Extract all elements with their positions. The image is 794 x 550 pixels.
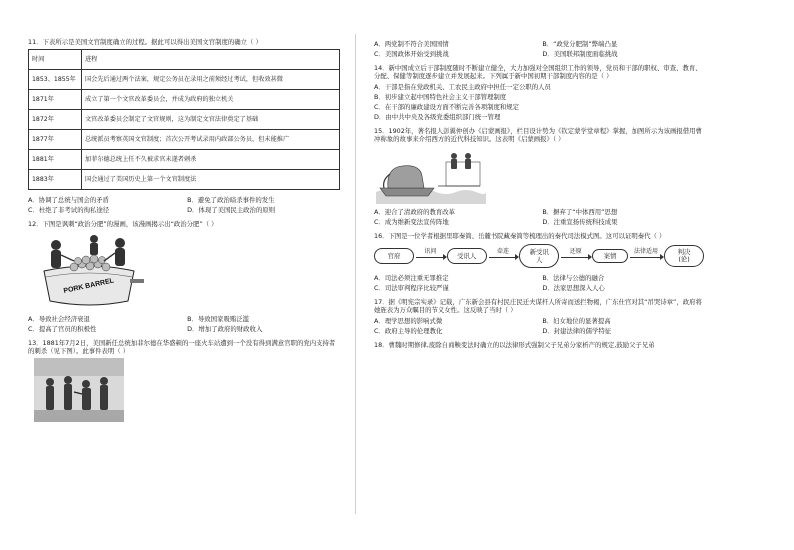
table-cell-progress: 成立了第一个文官改革委员会，并成为政府的独立机关: [82, 90, 340, 110]
flow-node-interrogated: 受讯人: [447, 248, 487, 264]
flow-node-case-facts: 案情: [592, 249, 628, 263]
q11-option-b[interactable]: B．避免了政治暗杀事件的发生: [187, 196, 275, 204]
pork-barrel-cartoon-image: [34, 231, 146, 311]
table-header-time: 时间: [29, 50, 82, 70]
q14-option-a[interactable]: A．干部是指在党政机关、工农民主政府中担任一定公职的人员: [374, 83, 551, 91]
q12-option-c[interactable]: C．提高了官员的积极性: [28, 325, 97, 333]
q11-option-c[interactable]: C．杜绝了非考试的徇私途径: [28, 206, 110, 214]
q14-option-b[interactable]: B．初步建立起中国特色社会主义干部管理制度: [374, 93, 507, 101]
flow-arrow-implicate: [487, 250, 520, 262]
q14-option-c[interactable]: C．在干部的廉政建设方面不断完善各项制度和规定: [374, 103, 520, 111]
table-header-progress: 进程: [82, 50, 340, 70]
table-cell-progress: 国会先后通过两个法案，规定公务员在录用之前须经过考试，但收效甚微: [82, 70, 340, 90]
table-cell-progress: 总统派员考察英国文官制度；首次公开考试录用内政部公务员，但未能推广: [82, 130, 340, 150]
flow-arrow-restore: [559, 250, 592, 262]
q12-options-row-1: [28, 315, 340, 323]
q15-option-a[interactable]: A．迎合了清政府的教育改革: [374, 208, 456, 216]
flow-arrow-label: 法律适用: [634, 248, 659, 255]
garfield-assassination-image: [34, 358, 124, 422]
flow-arrow-apply-law: [628, 250, 664, 262]
q17-options-row-2: [374, 327, 704, 335]
q11-options-row-2: [28, 206, 340, 214]
table-row: [29, 170, 340, 190]
table-cell-progress: 国会通过了美国历史上第一个文官制度法: [82, 170, 340, 190]
q14-option-d[interactable]: D．由中共中央及各级党委组织部门统一管理: [374, 113, 501, 121]
flow-arrow-label: 还原: [569, 248, 582, 255]
q16-option-c[interactable]: C．司法审判程序比较严谨: [374, 284, 449, 292]
q13-options-row-2: [374, 50, 704, 58]
flow-node-official: 官府: [374, 248, 414, 264]
q15-option-c[interactable]: C．成为维新变法宣传阵地: [374, 218, 449, 226]
table-row: [29, 110, 340, 130]
q16-options-row-1: [374, 274, 704, 282]
q11-option-a[interactable]: A．协调了总统与国会的矛盾: [28, 196, 110, 204]
q15-title: 15．1902年，著名报人彭翼仲创办《启蒙画报》，栏目设计势为《钦定蒙学堂章程》掌握，加图所示为该画报借用曹冲称象的故事来介绍西方的近代科技知识。这表明《启蒙画报》（ ）: [374, 127, 702, 143]
q13-options-row-1: [374, 40, 704, 48]
q11-table: [28, 49, 340, 190]
table-row: [29, 90, 340, 110]
q13-option-c[interactable]: C．美国政体开始受到挑战: [374, 50, 449, 58]
q17-option-b[interactable]: B．妇女地位的显著提高: [542, 317, 611, 325]
q13-option-a[interactable]: A．两党制不符合美国国情: [374, 40, 449, 48]
q16-flow-diagram: [374, 244, 704, 268]
flow-node-judgment: 判决 (论): [664, 245, 704, 266]
q17-option-c[interactable]: C．政府主导的伦理教化: [374, 327, 443, 335]
table-cell-time: 1853、1855年: [29, 70, 82, 90]
flow-arrow-label: 讯问: [424, 248, 437, 255]
flow-node-new-interrogated: 新受讯人: [519, 244, 559, 268]
q13-title: 13．1881年7月2日，美国新任总统加菲尔德在华盛顿的一座火车站遭到一个没有得到满意官职的党内支持者的刺杀（见下图）。此事件表明（ ）: [28, 339, 336, 355]
q11-option-d[interactable]: D．体现了美国民主政治的原则: [187, 206, 276, 214]
column-divider: [355, 34, 356, 514]
q12-cartoon: [34, 231, 146, 311]
q16-title: 16．下图是一位学者根据里耶秦简、岳麓书院藏秦简等梳理出的秦代司法模式图。这可以证明秦代（ ）: [374, 232, 666, 240]
table-header-row: [29, 50, 340, 70]
q12-option-b[interactable]: B．导致国家吸贿泛滥: [187, 315, 250, 323]
q16-options-row-2: [374, 284, 704, 292]
q12-options-row-2: [28, 325, 340, 333]
flow-arrow-label: 牵连: [497, 248, 510, 255]
table-cell-time: 1881年: [29, 150, 82, 170]
q15-option-d[interactable]: D．注重宣扬传统科技成果: [542, 218, 618, 226]
table-row: [29, 150, 340, 170]
q16-option-a[interactable]: A．司法必须注重无罪推定: [374, 274, 449, 282]
q12-option-a[interactable]: A．导致社会经济衰退: [28, 315, 90, 323]
q15-options-row-1: [374, 208, 704, 216]
q16-option-d[interactable]: D．法家思想深入人心: [542, 284, 605, 292]
table-cell-time: 1877年: [29, 130, 82, 150]
elephant-weighing-image: [376, 146, 486, 204]
q14-title: 14．新中国成立后干部制度随时不断建立健全，大力加强对全国组织工作的领导，党员和干部的职权、审查、教育、分配、保健等制度逐步建立并发展起来。下列属于新中国初期干部制度内容的是（ ）: [374, 64, 702, 80]
q13-option-b[interactable]: B．“政党分肥制”弊端凸显: [542, 40, 618, 48]
q15-option-b[interactable]: B．摒弃了“中体西用”思想: [542, 208, 618, 216]
table-row: [29, 70, 340, 90]
table-cell-progress: 文官改革委员会制定了文官规则，这为制定文官法律奠定了基础: [82, 110, 340, 130]
q17-option-d[interactable]: D．封建法律的儒学特征: [542, 327, 612, 335]
q11-options-row-1: [28, 196, 340, 204]
q13-illustration: [34, 358, 124, 422]
left-column: [28, 38, 340, 422]
table-cell-time: 1872年: [29, 110, 82, 130]
q12-title: 12．下图是讽刺“政治分肥”的漫画，该漫画揭示出“政治分肥”（ ）: [28, 220, 218, 228]
table-cell-progress: 加菲尔德总统上任不久被求官未遂者刺杀: [82, 150, 340, 170]
q12-option-d[interactable]: D．增加了政府的财政收入: [187, 325, 263, 333]
q15-options-row-2: [374, 218, 704, 226]
q15-illustration: [376, 146, 486, 204]
q17-option-a[interactable]: A．理学思想的影响式微: [374, 317, 443, 325]
table-row: [29, 130, 340, 150]
q11-title: 11．下表所示是美国文官制度确立的过程。据此可以得出美国文官制度的确立（ ）: [28, 38, 262, 46]
q17-title: 17．据《明宪宗实录》记载，广东新会县有村民庄民迁夫谋杆人所寄而送拦物褐，广东仕官对其“吊哭诗章”，政府将她旌表为万众瞩目的节义女性。这反映了当时（ ）: [374, 298, 702, 314]
q17-options-row-1: [374, 317, 704, 325]
flow-arrow-interrogate: [414, 250, 447, 262]
barrel-label: PORK BARREL: [62, 277, 115, 295]
q18-title: 18．曹魏时期修律,废除自商鞅变法时确立的以法律形式强制父子兄弟分家析产的规定,鼓励父子兄弟: [374, 341, 655, 349]
table-cell-time: 1883年: [29, 170, 82, 190]
q16-option-b[interactable]: B．法律与公德的融合: [542, 274, 605, 282]
right-column: [374, 38, 704, 352]
q13-option-d[interactable]: D．美国联邦制度面临挑战: [542, 50, 618, 58]
table-cell-time: 1871年: [29, 90, 82, 110]
